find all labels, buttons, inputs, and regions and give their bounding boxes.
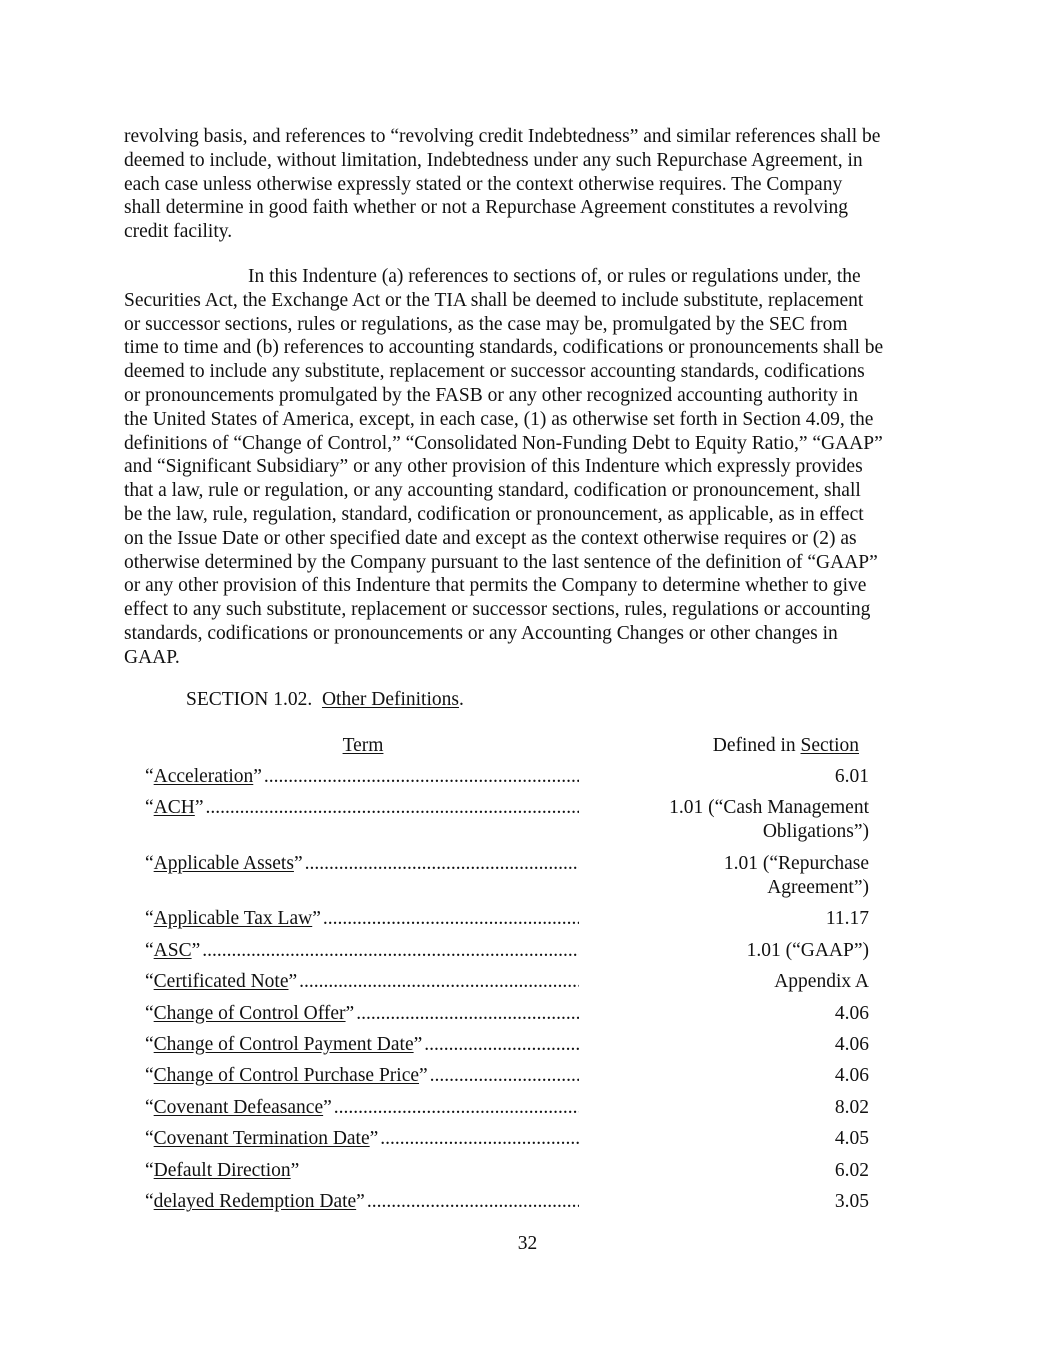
text-line: and “Significant Subsidiary” or any other provision of this Indenture which expressly provides — [124, 456, 863, 478]
dot-leader — [365, 1190, 579, 1214]
close-quote: ” — [419, 1065, 428, 1087]
close-quote: ” — [345, 1002, 355, 1024]
section-cell: 6.02 — [834, 1159, 869, 1181]
open-quote: “ — [145, 1002, 154, 1024]
table-row — [145, 1033, 869, 1057]
table-row — [145, 765, 869, 789]
term-label: Applicable Tax Law — [153, 908, 313, 930]
section-cell: 8.02 — [834, 1096, 869, 1118]
text-line: shall determine in good faith whether or not a Repurchase Agreement constitutes a revolving — [124, 197, 848, 219]
text-line: standards, codifications or pronouncements or any Accounting Changes or other changes in — [124, 622, 838, 644]
dot-leader — [354, 1002, 579, 1026]
open-quote: “ — [145, 1191, 154, 1213]
term-label: Covenant Termination Date — [153, 1128, 370, 1150]
term-cell — [145, 907, 579, 931]
paragraph-indenture-references — [124, 265, 944, 670]
section-cell: 4.05 — [834, 1128, 869, 1150]
term-cell — [145, 1190, 579, 1214]
term-label: Change of Control Payment Date — [153, 1033, 414, 1055]
term-label: Covenant Defeasance — [153, 1096, 324, 1118]
term-cell — [145, 1096, 579, 1120]
text-line: In this Indenture (a) references to sections of, or rules or regulations under, the — [248, 266, 861, 287]
text-line: deemed to include any substitute, replacement or successor accounting standards, codifications — [124, 361, 865, 383]
table-row — [145, 907, 869, 931]
text-line: otherwise determined by the Company pursuant to the last sentence of the definition of “GAAP” — [124, 551, 878, 573]
close-quote: ” — [369, 1128, 379, 1150]
page-number: 32 — [517, 1233, 538, 1254]
term-cell — [145, 1159, 579, 1183]
table-row — [145, 1064, 869, 1088]
close-quote: ” — [356, 1191, 365, 1213]
header-defined-in-label: Defined in — [712, 735, 801, 756]
term-label: Acceleration — [153, 766, 254, 787]
section-number: SECTION 1.02. — [186, 689, 313, 710]
dot-leader — [422, 1033, 579, 1057]
header-term — [145, 734, 581, 758]
text-line: time to time and (b) references to accounting standards, codifications or pronouncements shall be — [124, 337, 884, 359]
term-label: Applicable Assets — [153, 852, 294, 874]
text-line: that a law, rule or regulation, or any accounting standard, codification or pronouncement, shall — [124, 480, 861, 502]
close-quote: ” — [323, 1096, 332, 1118]
term-label: Certificated Note — [153, 971, 289, 993]
open-quote: “ — [145, 939, 154, 961]
section-cell: 3.05 — [834, 1191, 869, 1213]
section-cell: 1.01 (“GAAP”) — [746, 939, 869, 961]
header-defined-in — [581, 734, 869, 758]
table-row — [145, 1002, 869, 1026]
term-cell — [145, 852, 579, 900]
dot-leader — [203, 796, 579, 844]
text-line: or any other provision of this Indenture that permits the Company to determine whether to give — [124, 575, 867, 597]
text-line: on the Issue Date or other specified date and except as the context otherwise requires or (2) as — [124, 527, 857, 549]
close-quote: ” — [293, 852, 303, 874]
open-quote: “ — [145, 971, 154, 993]
text-line: credit facility. — [124, 221, 233, 243]
dot-leader — [297, 970, 579, 994]
table-row — [145, 796, 869, 844]
term-cell — [145, 1002, 579, 1026]
open-quote: “ — [145, 1065, 154, 1087]
section-cell: 4.06 — [834, 1065, 869, 1087]
term-label: delayed Redemption Date — [153, 1191, 357, 1213]
dot-leader — [299, 1159, 579, 1183]
text-line: be the law, rule, regulation, standard, codification or pronouncement, as applicable, as in effect — [124, 503, 864, 525]
text-line: GAAP. — [124, 646, 180, 668]
section-cell: 11.17 — [825, 908, 869, 930]
table-row — [145, 970, 869, 994]
table-body — [145, 765, 869, 1214]
header-section-label: Section — [800, 735, 859, 756]
definitions-table — [145, 734, 869, 1222]
close-quote: ” — [191, 939, 201, 961]
open-quote: “ — [145, 908, 154, 930]
open-quote: “ — [145, 1128, 154, 1150]
open-quote: “ — [145, 1096, 154, 1118]
section-cell: 4.06 — [834, 1033, 869, 1055]
text-line: each case unless otherwise expressly stated or the context otherwise requires. The Company — [124, 173, 843, 195]
section-cell: 1.01 (“Repurchase Agreement”) — [723, 852, 869, 898]
section-cell: 4.06 — [834, 1002, 869, 1024]
text-line: the United States of America, except, in each case, (1) as otherwise set forth in Section 4.09, the — [124, 408, 874, 430]
open-quote: “ — [145, 1159, 154, 1181]
term-label: ASC — [153, 939, 192, 961]
term-cell — [145, 765, 579, 789]
close-quote: ” — [290, 1159, 300, 1181]
open-quote: “ — [145, 1033, 154, 1055]
open-quote: “ — [145, 797, 154, 819]
table-row — [145, 1190, 869, 1214]
dot-leader — [303, 852, 579, 900]
text-line: effect to any such substitute, replacement or successor sections, rules, regulations or accounting — [124, 599, 871, 621]
section-cell: Appendix A — [774, 971, 869, 993]
text-line: definitions of “Change of Control,” “Consolidated Non-Funding Debt to Equity Ratio,” “GAAP” — [124, 432, 883, 454]
section-cell: 1.01 (“Cash Management Obligations”) — [669, 797, 869, 843]
text-line: Securities Act, the Exchange Act or the TIA shall be deemed to include substitute, replacement — [124, 289, 864, 311]
close-quote: ” — [288, 971, 298, 993]
section-heading — [186, 689, 464, 711]
header-term-label: Term — [342, 735, 384, 756]
close-quote: ” — [413, 1033, 423, 1055]
term-label: Change of Control Purchase Price — [153, 1065, 420, 1087]
paragraph-revolving-credit — [124, 125, 944, 244]
term-cell — [145, 1033, 579, 1057]
term-label: ACH — [153, 797, 195, 819]
term-cell — [145, 796, 579, 844]
open-quote: “ — [145, 766, 154, 787]
dot-leader — [378, 1127, 579, 1151]
term-cell — [145, 1064, 579, 1088]
open-quote: “ — [145, 852, 154, 874]
term-label: Change of Control Offer — [153, 1002, 346, 1024]
section-title: Other Definitions — [321, 689, 459, 710]
text-line: revolving basis, and references to “revolving credit Indebtedness” and similar references shall be — [124, 126, 881, 147]
dot-leader — [321, 907, 579, 931]
text-line: or successor sections, rules or regulations, as the case may be, promulgated by the SEC from — [124, 313, 848, 335]
term-cell — [145, 939, 579, 963]
close-quote: ” — [253, 766, 262, 787]
dot-leader — [200, 939, 579, 963]
term-label: Default Direction — [153, 1159, 291, 1181]
table-row — [145, 939, 869, 963]
term-cell — [145, 1127, 579, 1151]
table-row — [145, 1127, 869, 1151]
close-quote: ” — [312, 908, 321, 930]
dot-leader — [262, 765, 579, 789]
dot-leader — [332, 1096, 579, 1120]
table-row — [145, 852, 869, 900]
section-cell: 6.01 — [834, 766, 869, 787]
table-row — [145, 1159, 869, 1183]
dot-leader — [428, 1064, 579, 1088]
section-period: . — [458, 689, 464, 710]
text-line: or pronouncements promulgated by the FASB or any other recognized accounting authority in — [124, 384, 858, 406]
table-row — [145, 1096, 869, 1120]
close-quote: ” — [194, 797, 204, 819]
text-line: deemed to include, without limitation, Indebtedness under any such Repurchase Agreement, in — [124, 149, 863, 171]
term-cell — [145, 970, 579, 994]
table-header — [145, 734, 869, 758]
